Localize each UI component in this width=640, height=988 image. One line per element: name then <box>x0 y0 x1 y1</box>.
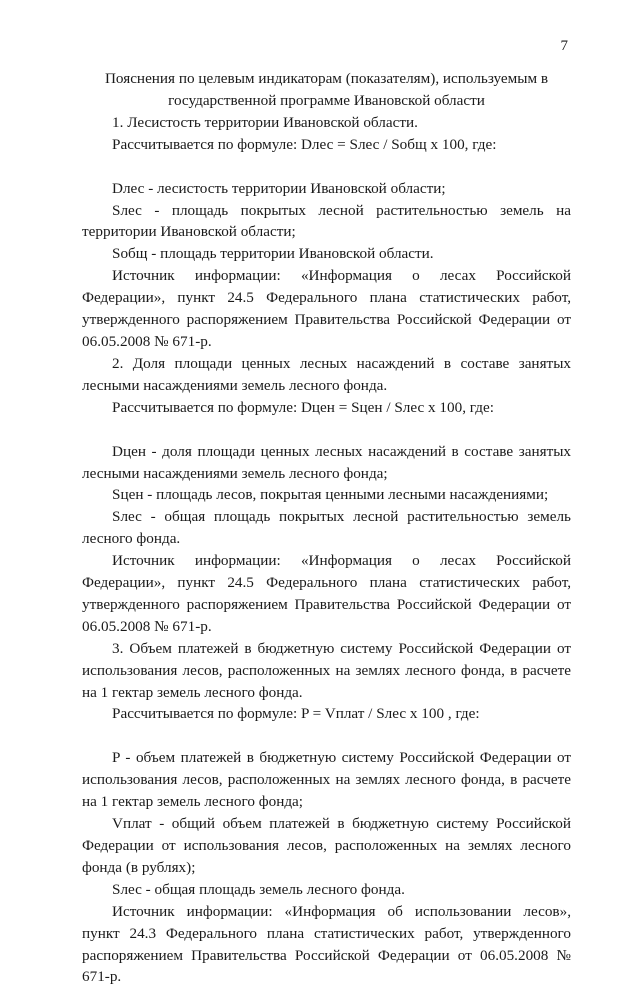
paragraph: Sцен - площадь лесов, покрытая ценными лесными насаждениями; <box>112 486 549 504</box>
paragraph: Sобщ - площадь территории Ивановской области. <box>112 245 434 263</box>
paragraph: Источник информации: «Информация о лесах Российской Федерации», пункт 24.5 Федерального плана статистических работ, утвержденного распоряжением Правительства Российской Федерации от 06.05.2008 № 671-р. <box>82 267 571 350</box>
paragraph: Источник информации: «Информация об использовании лесов», пункт 24.3 Федерального плана статистических работ, утвержденного распоряжением Правительства Российской Федерации от 06.05.2008 № 671-р. <box>82 902 571 986</box>
paragraph: Vплат - общий объем платежей в бюджетную систему Российской Федерации от использования лесов, расположенных на землях лесного фонда (в рублях); <box>82 815 571 876</box>
paragraph: Sлес - общая площадь земель лесного фонда. <box>112 880 405 898</box>
paragraph: Dлес - лесистость территории Ивановской области; <box>112 179 446 197</box>
paragraph: 1. Лесистость территории Ивановской области. <box>112 113 418 131</box>
paragraph: Источник информации: «Информация о лесах Российской Федерации», пункт 24.5 Федерального плана статистических работ, утвержденного распоряжением Правительства Российской Федерации от 06.05.2008 № 671-р. <box>82 552 571 635</box>
paragraph: Рассчитывается по формуле: Dцен = Sцен / Sлес х 100, где: <box>112 398 494 416</box>
paragraph: Sлес - общая площадь покрытых лесной растительностью земель лесного фонда. <box>82 508 571 548</box>
paragraph: Dцен - доля площади ценных лесных насаждений в составе занятых лесными насаждениями земель лесного фонда; <box>82 442 571 482</box>
paragraph: Sлес - площадь покрытых лесной растительностью земель на территории Ивановской области; <box>82 201 571 241</box>
paragraph-spacer <box>82 725 571 747</box>
paragraph: P - объем платежей в бюджетную систему Российской Федерации от использования лесов, расположенных на землях лесного фонда, в расчете на 1 гектар земель лесного фонда; <box>82 749 571 811</box>
document-heading: Пояснения по целевым индикаторам (показателям), используемым в государственной программе Ивановской области <box>104 70 549 109</box>
paragraph-spacer <box>82 156 571 178</box>
paragraph-spacer <box>82 419 571 441</box>
paragraph: 3. Объем платежей в бюджетную систему Российской Федерации от использования лесов, расположенных на землях лесного фонда, в расчете на 1 гектар земель лесного фонда. <box>82 639 571 701</box>
page-number: 7 <box>560 38 568 54</box>
document-body <box>82 68 571 988</box>
paragraph-list <box>82 112 571 988</box>
paragraph: 2. Доля площади ценных лесных насаждений в составе занятых лесными насаждениями земель лесного фонда. <box>82 354 571 394</box>
paragraph: Рассчитывается по формуле: Dлес = Sлес / Sобщ х 100, где: <box>112 135 497 153</box>
paragraph: Рассчитывается по формуле: P = Vплат / Sлес х 100 , где: <box>112 705 480 723</box>
